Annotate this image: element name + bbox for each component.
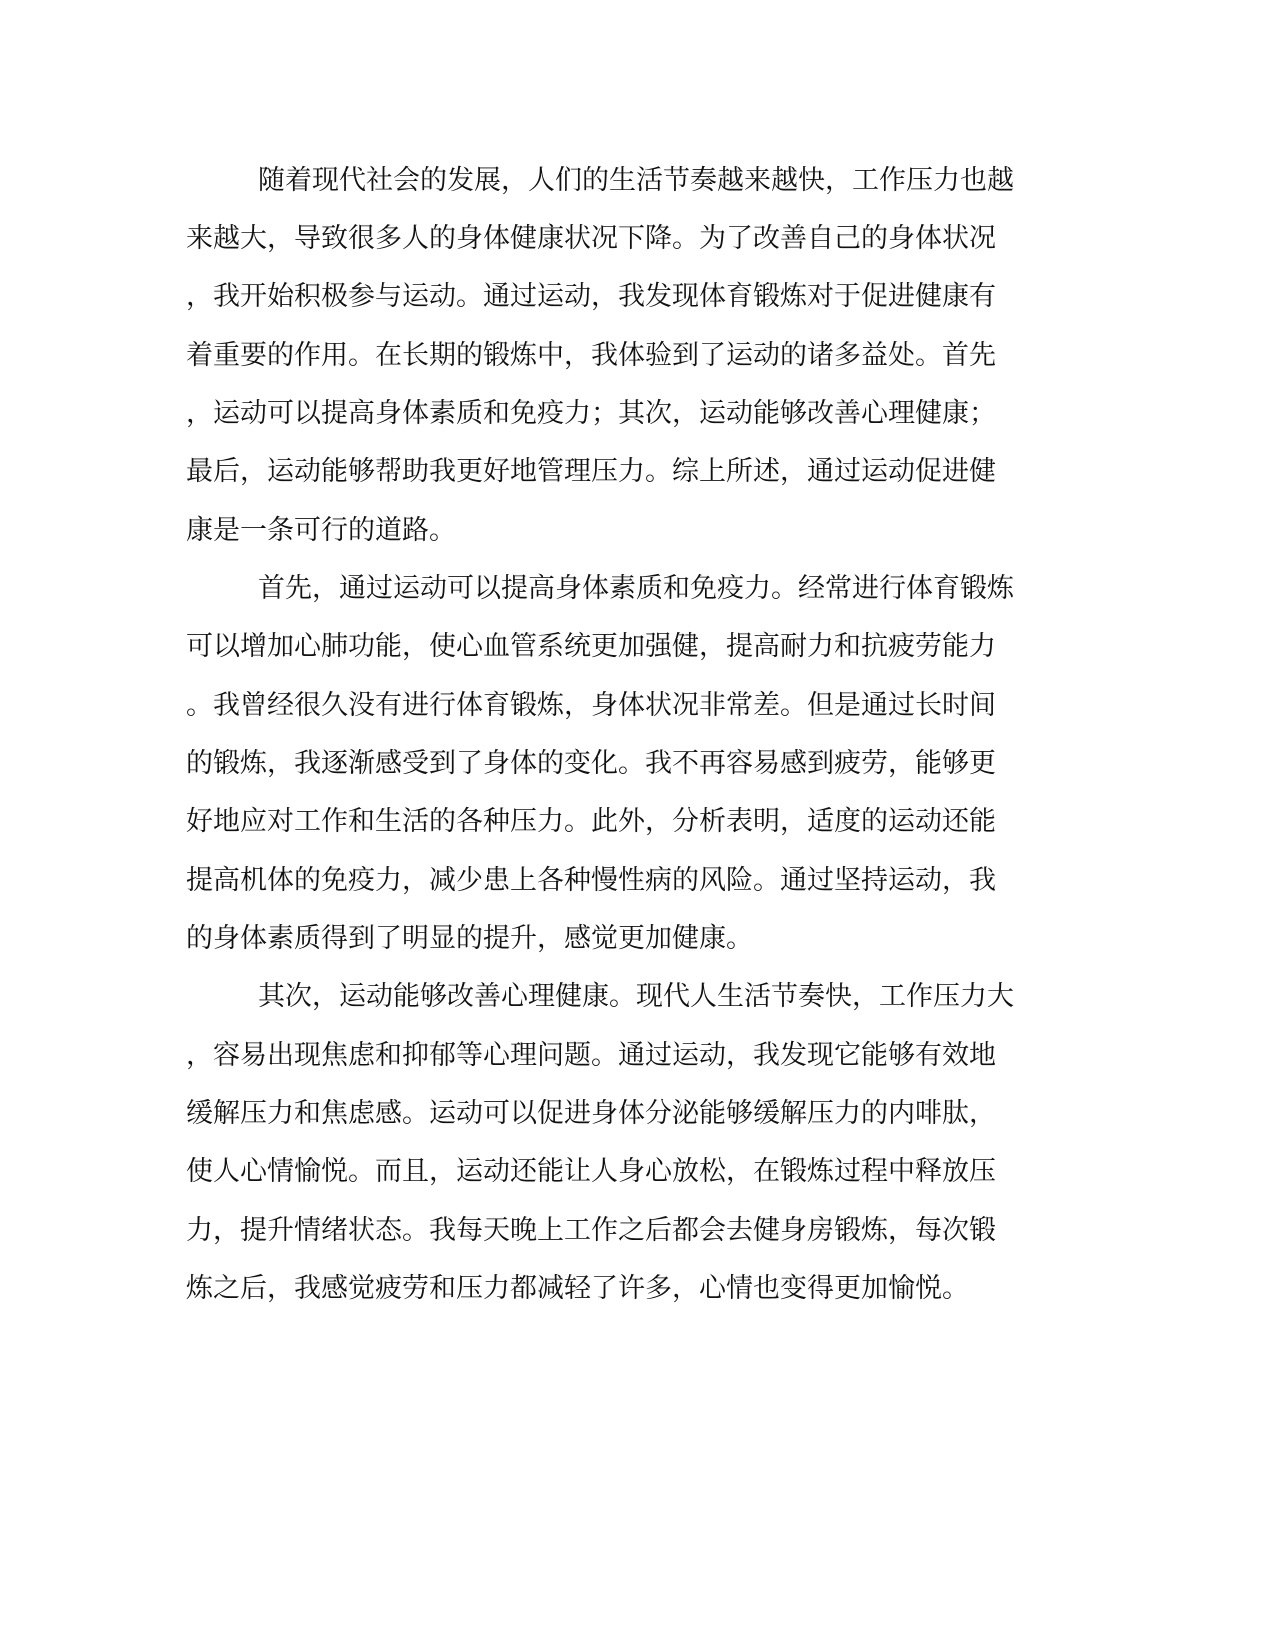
paragraph-1-line-1: 随着现代社会的发展，人们的生活节奏越来越快，工作压力也越 (258, 165, 1014, 196)
paragraph-1-line-5: ，运动可以提高身体素质和免疫力；其次，运动能够改善心理健康； (186, 398, 996, 429)
paragraph-2-line-6: 提高机体的免疫力，减少患上各种慢性病的风险。通过坚持运动，我 (186, 865, 996, 896)
paragraph-1-line-6: 最后，运动能够帮助我更好地管理压力。综上所述，通过运动促进健 (186, 456, 996, 487)
paragraph-3-line-1: 其次，运动能够改善心理健康。现代人生活节奏快，工作压力大 (258, 981, 1014, 1012)
paragraph-3-line-5: 力，提升情绪状态。我每天晚上工作之后都会去健身房锻炼，每次锻 (186, 1215, 996, 1246)
paragraph-2-line-3: 。我曾经很久没有进行体育锻炼，身体状况非常差。但是通过长时间 (186, 690, 996, 721)
paragraph-1-line-2: 来越大，导致很多人的身体健康状况下降。为了改善自己的身体状况 (186, 223, 996, 254)
paragraph-2-line-1: 首先，通过运动可以提高身体素质和免疫力。经常进行体育锻炼 (258, 573, 1014, 604)
paragraph-2-line-4: 的锻炼，我逐渐感受到了身体的变化。我不再容易感到疲劳，能够更 (186, 748, 996, 779)
paragraph-3-line-2: ，容易出现焦虑和抑郁等心理问题。通过运动，我发现它能够有效地 (186, 1040, 996, 1071)
paragraph-2-line-5: 好地应对工作和生活的各种压力。此外，分析表明，适度的运动还能 (186, 806, 996, 837)
paragraph-2-line-2: 可以增加心肺功能，使心血管系统更加强健，提高耐力和抗疲劳能力 (186, 631, 996, 662)
paragraph-3-line-4: 使人心情愉悦。而且，运动还能让人身心放松，在锻炼过程中释放压 (186, 1156, 996, 1187)
paragraph-1-line-3: ，我开始积极参与运动。通过运动，我发现体育锻炼对于促进健康有 (186, 281, 996, 312)
paragraph-1-line-7: 康是一条可行的道路。 (186, 515, 456, 546)
paragraph-3-line-3: 缓解压力和焦虑感。运动可以促进身体分泌能够缓解压力的内啡肽， (186, 1098, 996, 1129)
paragraph-3-line-6: 炼之后，我感觉疲劳和压力都减轻了许多，心情也变得更加愉悦。 (186, 1273, 969, 1304)
paragraph-1-line-4: 着重要的作用。在长期的锻炼中，我体验到了运动的诸多益处。首先 (186, 340, 996, 371)
paragraph-2-line-7: 的身体素质得到了明显的提升，感觉更加健康。 (186, 923, 753, 954)
